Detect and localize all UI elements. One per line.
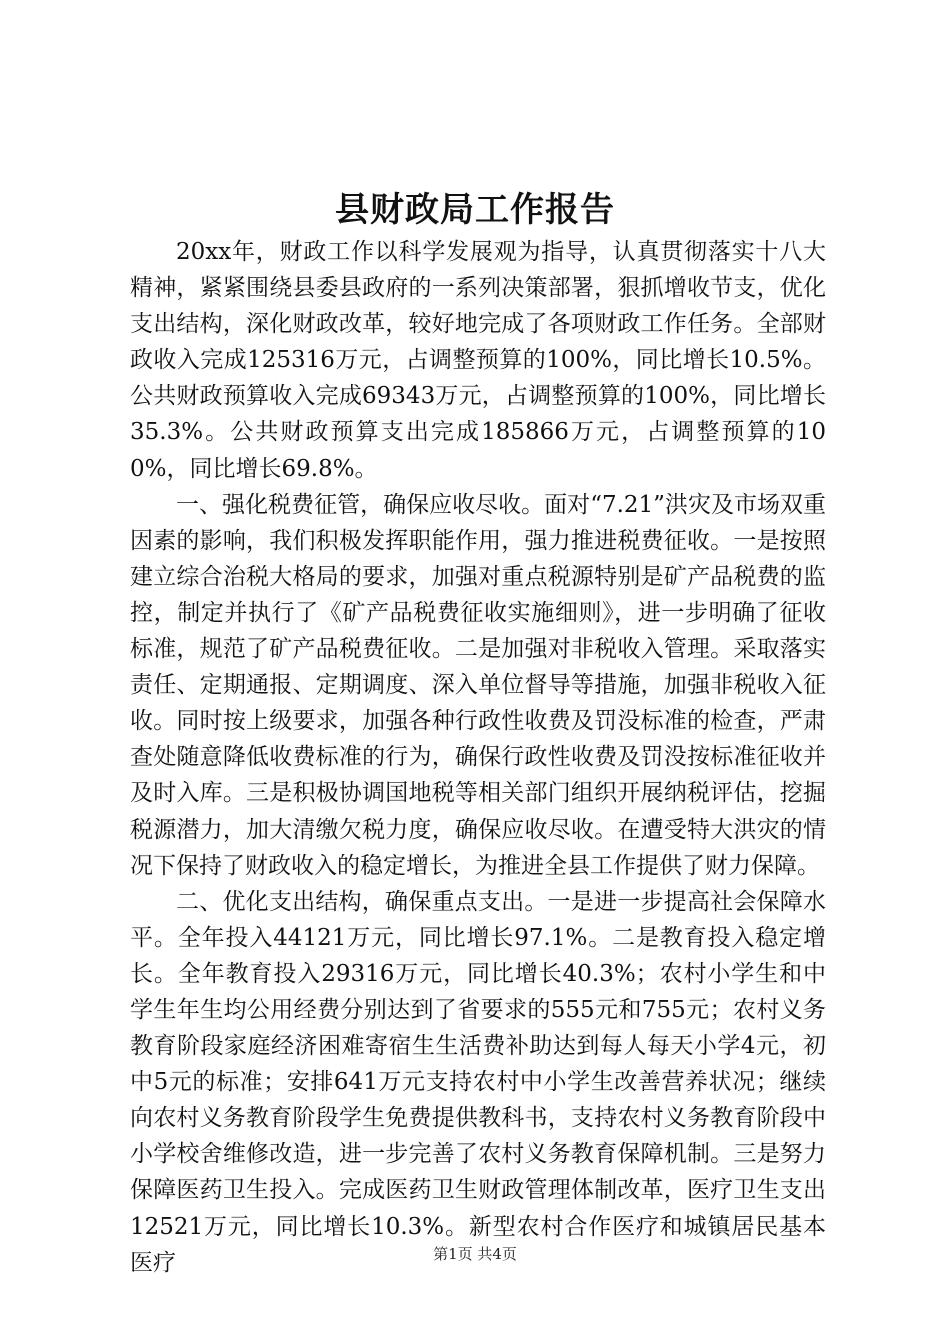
paragraph-intro: 20xx年，财政工作以科学发展观为指导，认真贯彻落实十八大精神，紧紧围绕县委县政府的一系列决策部署，狠抓增收节支，优化支出结构，深化财政改革，较好地完成了各项财政工作任务。全部财政收入完成125316万元，占调整预算的100%，同比增长10.5%。公共财政预算收入完成69343万元，占调整预算的100%，同比增长35.3%。公共财政预算支出完成185866万元，占调整预算的100%，同比增长69.8%。 [130, 239, 826, 482]
paragraph-section-2: 二、优化支出结构，确保重点支出。一是进一步提高社会保障水平。全年投入44121万元，同比增长97.1%。二是教育投入稳定增长。全年教育投入29316万元，同比增长40.3%；农村小学生和中学生年生均公用经费分别达到了省要求的555元和755元；农村义务教育阶段家庭经济困难寄宿生生活费补助达到每人每天小学4元，初中5元的标准；安排641万元支持农村中小学生改善营养状况；继续向农村义务教育阶段学生免费提供教科书，支持农村义务教育阶段中小学校舍维修改造，进一步完善了农村义务教育保障机制。三是努力保障医药卫生投入。完成医药卫生财政管理体制改革，医疗卫生支出12521万元，同比增长10.3%。新型农村合作医疗和城镇居民基本医疗 [130, 888, 826, 1276]
document-title: 县财政局工作报告 [335, 190, 615, 230]
document-body [130, 234, 826, 1281]
paragraph-section-1: 一、强化税费征管，确保应收尽收。面对“7.21”洪灾及市场双重因素的影响，我们积极发挥职能作用，强力推进税费征收。一是按照建立综合治税大格局的要求，加强对重点税源特别是矿产品税费的监控，制定并执行了《矿产品税费征收实施细则》，进一步明确了征收标准，规范了矿产品税费征收。二是加强对非税收入管理。采取落实责任、定期通报、定期调度、深入单位督导等措施，加强非税收入征收。同时按上级要求，加强各种行政性收费及罚没标准的检查，严肃查处随意降低收费标准的行为，确保行政性收费及罚没按标准征收并及时入库。三是积极协调国地税等相关部门组织开展纳税评估，挖掘税源潜力，加大清缴欠税力度，确保应收尽收。在遭受特大洪灾的情况下保持了财政收入的稳定增长，为推进全县工作提供了财力保障。 [130, 491, 826, 879]
page-footer: 第1页 共4页 [433, 1245, 517, 1263]
